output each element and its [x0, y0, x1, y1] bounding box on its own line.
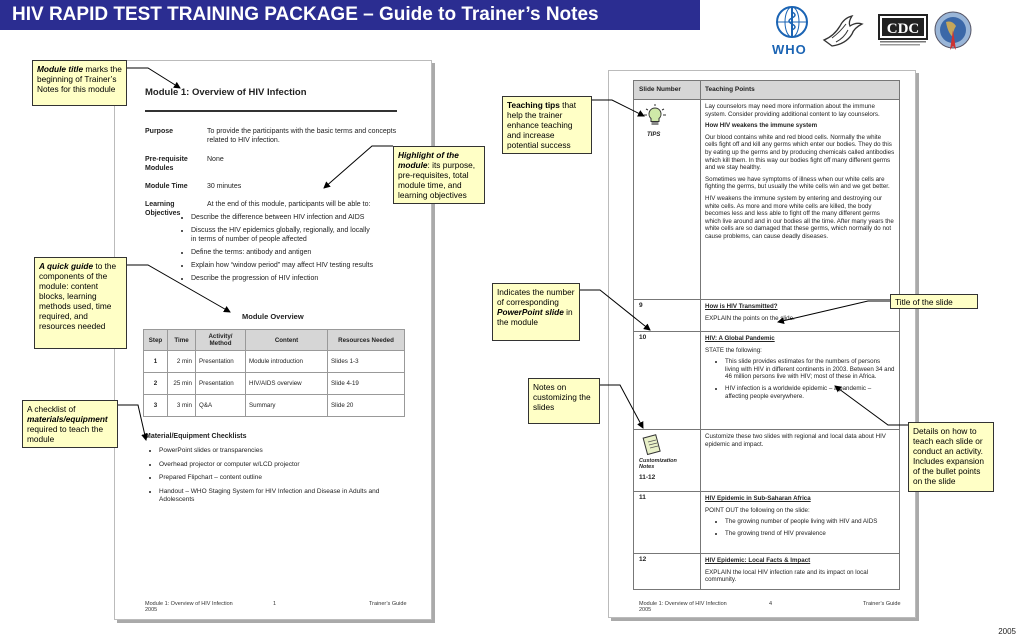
purpose-row	[145, 127, 405, 147]
callout-text: that help the trainer enhance teaching and increase potential success	[507, 100, 577, 150]
table-row	[144, 351, 405, 373]
table-cell: HIV/AIDS overview	[246, 373, 328, 395]
table-header: Content	[246, 330, 328, 351]
notepad-icon	[642, 432, 662, 456]
slide-number-callout	[492, 283, 580, 341]
slide-instruction: STATE the following:	[705, 346, 762, 354]
list-item: • The growing number of people living with HIV and AIDS	[725, 518, 895, 526]
callout-emphasis: PowerPoint slide	[497, 307, 564, 317]
tips-label: TIPS	[647, 132, 661, 138]
module-time-row	[145, 182, 405, 194]
teaching-tips-callout	[502, 96, 592, 154]
slide-title: How is HIV Transmitted?	[705, 303, 778, 310]
list-item: • Handout – WHO Staging System for HIV Infection and Disease in Adults and Adolescents	[159, 488, 405, 505]
module-title: Module 1: Overview of HIV Infection	[145, 87, 307, 98]
table-cell: 25 min	[168, 373, 196, 395]
callout-text: to the components of the module: content blocks, learning methods used, time required, and resources needed	[39, 261, 117, 331]
callout-text: : its purpose, pre-requisites, total module time, and learning objectives	[398, 160, 476, 200]
callout-emphasis: Highlight of the module	[398, 150, 459, 170]
details-callout	[908, 422, 994, 492]
table-cell: Slide 20	[328, 395, 405, 417]
objective-item: • Describe the progression of HIV infection	[191, 274, 377, 283]
table-cell: 2 min	[168, 351, 196, 373]
slide-instruction: POINT OUT the following on the slide:	[705, 506, 810, 514]
table-header: Time	[168, 330, 196, 351]
callout-text: Title of the slide	[895, 297, 953, 307]
slide-number: 11-12	[639, 474, 656, 481]
who-logo	[770, 4, 814, 60]
title-divider	[145, 110, 397, 112]
module-overview-table	[143, 329, 405, 417]
slide-number: 12	[634, 554, 701, 590]
table-cell: Presentation	[196, 351, 246, 373]
page-number: 1	[273, 601, 277, 607]
callout-text: A checklist of	[27, 404, 76, 414]
title-banner	[0, 0, 700, 30]
purpose-label: Purpose	[145, 128, 174, 135]
page-number: 4	[769, 601, 773, 607]
slide-title: HIV Epidemic: Local Facts & Impact	[705, 557, 811, 564]
list-item: • Prepared Flipchart – content outline	[159, 474, 405, 483]
table-row	[634, 429, 899, 491]
list-item: • The growing trend of HIV prevalence	[725, 530, 895, 538]
callout-text: Notes on customizing the slides	[533, 382, 591, 412]
pepfar-globe-logo	[932, 8, 974, 56]
slide-bullets	[705, 518, 895, 537]
table-header: Activity/ Method	[196, 330, 246, 351]
tips-cell	[634, 100, 701, 299]
module-overview-title: Module Overview	[242, 312, 304, 321]
teaching-points-table	[633, 80, 900, 590]
table-header-row	[144, 330, 405, 351]
callout-text: marks the beginning of Trainer’s Notes for this module	[37, 64, 122, 94]
slide-bullets	[705, 358, 895, 400]
callout-emphasis: A quick guide	[39, 261, 94, 271]
slide-title: HIV: A Global Pandemic	[705, 335, 775, 342]
slide-teaching-points	[701, 300, 899, 329]
slide-title-callout	[890, 294, 978, 309]
slide-number: 9	[634, 300, 701, 331]
year-label: 2005	[998, 627, 1016, 636]
table-cell: 1	[144, 351, 168, 373]
callout-emphasis: Teaching tips	[507, 100, 560, 110]
table-row	[144, 373, 405, 395]
lightbulb-icon	[644, 104, 666, 130]
table-header-row	[634, 81, 899, 99]
table-cell: 2	[144, 373, 168, 395]
module-time-value: 30 minutes	[207, 183, 242, 190]
notes-label: Notes	[639, 464, 655, 470]
slide-number-header: Slide Number	[634, 81, 701, 99]
tips-subheading: How HIV weakens the immune system	[705, 122, 818, 130]
objectives-list	[177, 213, 377, 287]
materials-checklist-title: Material/Equipment Checklists	[145, 433, 247, 440]
table-row	[144, 395, 405, 417]
table-cell: Slide 4-19	[328, 373, 405, 395]
tips-content	[701, 100, 899, 248]
trainer-notes-page-1	[114, 60, 432, 620]
callout-text: Indicates the number of corresponding	[497, 287, 575, 307]
slide-instruction: EXPLAIN the local HIV infection rate and its impact on local community.	[705, 568, 869, 584]
cdc-logo	[878, 14, 932, 48]
table-row	[634, 299, 899, 331]
callout-emphasis: Module title	[37, 64, 84, 74]
tips-paragraph: Lay counselors may need more information about the immune system. Consider providing additional content to lay counselors.	[705, 103, 880, 118]
customization-cell	[634, 430, 701, 491]
page-footer-left: Module 1: Overview of HIV Infection 2005	[145, 601, 233, 613]
slide-number: 10	[634, 332, 701, 429]
objective-item: • Explain how “window period” may affect HIV testing results	[191, 261, 377, 270]
customization-label: Customization	[639, 458, 677, 464]
customization-notes-callout	[528, 378, 600, 424]
slide-teaching-points	[701, 332, 899, 407]
banner-title: HIV RAPID TEST TRAINING PACKAGE – Guide to Trainer’s Notes	[12, 4, 599, 25]
list-item: • This slide provides estimates for the numbers of persons living with HIV in different continents in 2003. Between 34 and 46 million persons live with HIV; most of these in Africa.	[725, 358, 895, 381]
table-row	[634, 553, 899, 590]
tips-paragraph: Sometimes we have symptoms of illness when our white cells are fighting the germs, but usually the white cells win and we get better.	[705, 175, 890, 191]
callout-emphasis: materials/equipment	[27, 414, 108, 424]
quick-guide-callout	[34, 257, 127, 349]
table-cell: 3 min	[168, 395, 196, 417]
list-item: • Overhead projector or computer w/LCD projector	[159, 461, 405, 470]
slide-instruction: EXPLAIN the points on the slide.	[705, 314, 795, 322]
tips-paragraph: HIV weakens the immune system by entering and destroying our white cells. As more and more white cells are killed, the body becomes less and less able to fight off the many different germs which live around and in our bodies all the time. After many years the white cells are so damaged that these germs, which normally do not cause problems, can cause deadly diseases.	[705, 194, 894, 240]
tips-paragraph: Our blood contains white and red blood cells. Normally the white cells fight off and kill any germs which enter our bodies. They do this by eating up the germs and by producing chemicals called antibodies which kill them. In this way our bodies fight off many different germs and we stay healthy.	[705, 133, 895, 172]
table-cell: Summary	[246, 395, 328, 417]
module-title-callout	[32, 60, 127, 106]
table-header: Step	[144, 330, 168, 351]
highlight-callout	[393, 146, 485, 204]
slide-teaching-points	[701, 554, 899, 591]
slide-title: HIV Epidemic in Sub-Saharan Africa	[705, 495, 811, 502]
purpose-value: To provide the participants with the basic terms and concepts related to HIV infection.	[207, 128, 397, 144]
table-cell: Presentation	[196, 373, 246, 395]
list-item: • HIV infection is a worldwide epidemic – a pandemic – affecting people everywhere.	[725, 385, 895, 400]
prereq-row	[145, 155, 405, 175]
table-row	[634, 331, 899, 429]
list-item: • PowerPoint slides or transparencies	[159, 447, 405, 456]
objective-item: • Define the terms: antibody and antigen	[191, 248, 377, 257]
callout-text: required to teach the module	[27, 424, 104, 444]
slide-teaching-points	[701, 492, 899, 544]
logo-strip	[770, 4, 1020, 60]
table-cell: 3	[144, 395, 168, 417]
objective-item: • Describe the difference between HIV infection and AIDS	[191, 213, 377, 222]
materials-checklist	[145, 447, 405, 510]
hhs-eagle-logo	[818, 10, 866, 54]
objectives-intro: At the end of this module, participants will be able to:	[207, 201, 371, 208]
customization-text: Customize these two slides with regional and local data about HIV epidemic and impact.	[705, 433, 886, 448]
callout-text: in the module	[497, 307, 573, 327]
checklist-callout	[22, 400, 118, 448]
objective-item: • Discuss the HIV epidemics globally, regionally, and locally in terms of number of people affected	[191, 226, 377, 244]
table-row	[634, 491, 899, 553]
table-cell: Module introduction	[246, 351, 328, 373]
teaching-points-header: Teaching Points	[705, 86, 755, 93]
page-footer-right: Trainer’s Guide	[863, 601, 901, 607]
module-time-label: Module Time	[145, 183, 188, 190]
table-row	[634, 99, 899, 299]
table-header: Resources Needed	[328, 330, 405, 351]
prereq-value: None	[207, 156, 224, 163]
prereq-label: Pre-requisite Modules	[145, 156, 188, 172]
trainer-notes-page-4	[608, 70, 916, 618]
slide-number: 11	[634, 492, 701, 553]
who-logo-text: WHO	[772, 42, 807, 57]
objectives-label: Learning Objectives	[145, 201, 181, 217]
cdc-logo-text: CDC	[886, 21, 920, 37]
page-footer-right: Trainer’s Guide	[369, 601, 407, 607]
page-footer-left: Module 1: Overview of HIV Infection 2005	[639, 601, 727, 613]
table-cell: Q&A	[196, 395, 246, 417]
callout-text: Details on how to teach each slide or conduct an activity. Includes expansion of the bullet points on the slide	[913, 426, 985, 486]
table-cell: Slides 1-3	[328, 351, 405, 373]
